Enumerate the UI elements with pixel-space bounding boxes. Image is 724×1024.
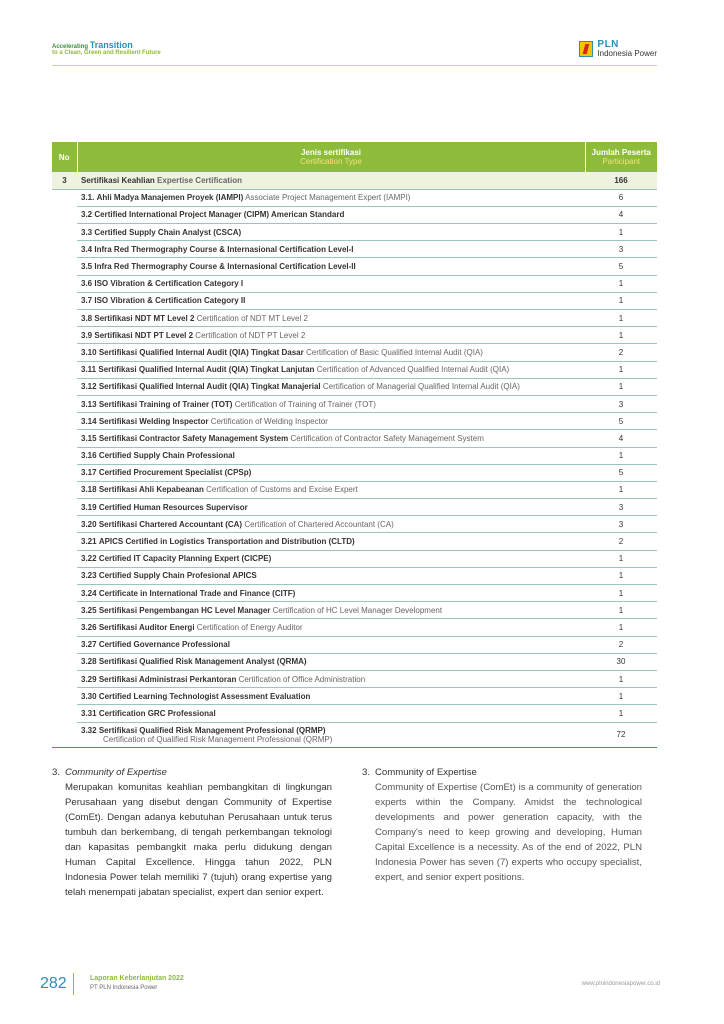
section-heading-en: Community of Expertise [375,767,477,778]
row-label-id: Certified Human Resources Supervisor [98,502,248,512]
row-type [77,499,585,516]
row-label-id: Sertifikasi Pengembangan HC Level Manager [98,605,271,615]
row-label-en: Certification of Customs and Excise Expert [206,485,358,495]
row-qty: 1 [585,567,657,584]
row-qty: 1 [585,447,657,464]
row-label-en: Certification of Training of Trainer (TOT) [234,399,376,409]
row-label-id: Sertifikasi Auditor Energi [98,622,195,632]
row-label-en: Certification of Welding Inspector [210,416,328,426]
row-label-id: ISO Vibration & Certification Category I [94,279,244,289]
row-no [52,275,77,292]
row-qty: 3 [585,516,657,533]
row-label-en: Certification of NDT PT Level 2 [195,330,306,340]
section-body-en: Community of Expertise (ComEt) is a community of generation experts within the Company. Amidst the technological developments and power generation capacity, with the Company's need to keep growing and developing, Human Capital Excellence is a necessity. As of the end of 2022, PLN Indonesia Power has seven (7) experts who occupy specialist, expert, and senior expert positions. [375,782,642,883]
table-row [52,344,657,361]
col-type-header: Jenis sertifikasi Certification Type [77,142,585,172]
row-type [77,447,585,464]
row-no [52,395,77,412]
row-label-id: Certified International Project Manager (CIPM) American Standard [94,210,345,220]
company-name: PT PLN Indonesia Power [90,985,158,991]
row-label-id: Sertifikasi Qualified Risk Management Analyst (QRMA) [98,657,307,667]
row-no [52,688,77,705]
row-type [77,310,585,327]
row-type [77,464,585,481]
row-code: 3.31 [81,708,97,718]
row-code: 3.32 [81,725,97,735]
row-code: 3.20 [81,519,97,529]
row-type [77,241,585,258]
row-type [77,481,585,498]
table-row [52,516,657,533]
row-code: 3.23 [81,571,97,581]
row-code: 3.15 [81,433,97,443]
table-row [52,447,657,464]
row-type [77,636,585,653]
row-qty: 4 [585,430,657,447]
tagline: Accelerating Transition [52,40,133,50]
row-no [52,258,77,275]
row-no [52,189,77,206]
row-label-id: Infra Red Thermography Course & Internasional Certification Level-I [94,244,354,254]
row-code: 3.28 [81,657,97,667]
row-no [52,413,77,430]
row-label-id: Sertifikasi Qualified Risk Management Professional (QRMP) [98,725,326,735]
row-qty: 2 [585,533,657,550]
table-row [52,378,657,395]
row-label-id: Sertifikasi Qualified Internal Audit (QIA) Tingkat Manajerial [98,382,321,392]
row-qty: 72 [585,722,657,747]
row-qty: 3 [585,241,657,258]
row-type [77,567,585,584]
row-code: 3.18 [81,485,97,495]
section-body: Merupakan komunitas keahlian pembangkitan di lingkungan Perusahaan yang disebut dengan Community of Expertise (ComEt). Dengan adanya kebutuhan Perusahaan untuk terus tumbuh dan berkembang, di tengah perkembangan teknologi dan kapasitas pembangkit maka perlu didukung dengan Human Capital Excellence. Hingga tahun 2022, PLN Indonesia Power telah memiliki 7 (tujuh) orang expertise yang telah menempati jabatan specialist, expert dan senior expert. [65,782,332,898]
row-label-id: Certified Supply Chain Profesional APICS [98,571,257,581]
row-code: 3.26 [81,622,97,632]
table-row [52,533,657,550]
row-type [77,224,585,241]
row-type [77,413,585,430]
row-label-en: Associate Project Management Expert (IAMPI) [245,193,411,203]
section-number-en: 3. [362,767,371,778]
row-label-en: Certification of Basic Qualified Internal Audit (QIA) [305,347,483,357]
table-row-main [52,172,657,189]
company-logo [579,40,657,58]
table-row [52,619,657,636]
row-type [77,344,585,361]
row-code: 3.25 [81,605,97,615]
row-code: 3.3 [81,227,93,237]
row-type [77,550,585,567]
row-code: 3.9 [81,330,93,340]
row-qty: 1 [585,378,657,395]
row-qty: 166 [585,172,657,189]
row-type [77,395,585,412]
row-type [77,327,585,344]
table-row [52,705,657,722]
table-row [52,636,657,653]
row-type [77,430,585,447]
row-no [52,481,77,498]
row-code: 3.7 [81,296,93,306]
table-row [52,241,657,258]
row-label-id: Sertifikasi Administrasi Perkantoran [98,674,237,684]
col-no-header: No [52,142,77,172]
row-code: 3.30 [81,691,97,701]
row-code: 3.21 [81,537,97,547]
row-code: 3.5 [81,262,93,272]
row-label-id: Sertifikasi Qualified Internal Audit (QIA) Tingkat Dasar [98,347,304,357]
table-row [52,585,657,602]
row-code: 3.27 [81,640,97,650]
row-code: 3.24 [81,588,97,598]
row-no [52,241,77,258]
row-qty: 1 [585,550,657,567]
table-row [52,206,657,223]
row-code: 3.19 [81,502,97,512]
row-label-id: Sertifikasi Welding Inspector [98,416,209,426]
row-label-en: Certification of Qualified Risk Management Professional (QRMP) [103,734,333,744]
row-type [77,189,585,206]
row-label-id: Sertifikasi Qualified Internal Audit (QIA) Tingkat Lanjutan [98,365,315,375]
table-row [52,275,657,292]
table-row [52,430,657,447]
report-title: Laporan Keberlanjutan 2022 [90,975,184,982]
row-type [77,653,585,670]
row-no [52,206,77,223]
row-qty: 1 [585,602,657,619]
row-label-en: Certification of NDT MT Level 2 [196,313,308,323]
table-row [52,361,657,378]
row-qty: 1 [585,292,657,309]
row-type [77,516,585,533]
row-no [52,344,77,361]
table-row [52,189,657,206]
row-qty: 1 [585,310,657,327]
tagline-sub: to a Clean, Green and Resilient Future [52,50,161,56]
table-row [52,567,657,584]
row-label-id: Certified Supply Chain Analyst (CSCA) [94,227,242,237]
row-label-en: Certification of Advanced Qualified Internal Audit (QIA) [316,365,510,375]
row-label-id: Certificate in International Trade and Finance (CITF) [98,588,296,598]
row-qty: 3 [585,395,657,412]
row-type [77,602,585,619]
row-qty: 5 [585,258,657,275]
row-type [77,206,585,223]
row-label-en: Certification of Contractor Safety Management System [290,433,484,443]
row-label-en: Certification of HC Level Manager Development [272,605,443,615]
row-label-id: Certified Procurement Specialist (CPSp) [98,468,252,478]
row-type [77,258,585,275]
row-type [77,585,585,602]
row-qty: 1 [585,361,657,378]
row-no [52,653,77,670]
row-label-id: Sertifikasi Ahli Kepabeanan [98,485,204,495]
logo-name: PLN [597,39,619,50]
row-qty: 1 [585,670,657,687]
row-label-id: Ahli Madya Manajemen Proyek (IAMPI) [96,193,244,203]
row-no [52,602,77,619]
table-row [52,224,657,241]
row-code: 3.8 [81,313,93,323]
row-code: 3.10 [81,347,97,357]
row-type [77,619,585,636]
page-footer [40,973,660,995]
row-no [52,430,77,447]
row-label-en: Certification of Energy Auditor [196,622,303,632]
row-type [77,722,585,747]
row-code: 3.13 [81,399,97,409]
row-qty: 1 [585,275,657,292]
row-code: 3.11 [81,365,97,375]
row-code: 3.29 [81,674,97,684]
row-qty: 4 [585,206,657,223]
row-qty: 2 [585,636,657,653]
row-no [52,550,77,567]
row-qty: 1 [585,585,657,602]
row-code: 3.6 [81,279,93,289]
row-label-id: Infra Red Thermography Course & Internasional Certification Level-II [94,262,356,272]
row-qty: 5 [585,464,657,481]
table-row [52,670,657,687]
row-qty: 30 [585,653,657,670]
row-no [52,619,77,636]
table-row [52,413,657,430]
row-qty: 1 [585,705,657,722]
row-label-id: Sertifikasi NDT PT Level 2 [94,330,194,340]
row-type [77,275,585,292]
row-no [52,567,77,584]
row-no [52,533,77,550]
row-no [52,705,77,722]
row-code: 3.12 [81,382,97,392]
row-qty: 3 [585,499,657,516]
row-label-en: Certification of Office Administration [238,674,366,684]
section-number: 3. [52,767,61,778]
row-label-id: Sertifikasi Training of Trainer (TOT) [98,399,233,409]
table-row [52,258,657,275]
row-label-id: ISO Vibration & Certification Category II [94,296,246,306]
row-type [77,705,585,722]
row-label-id: Sertifikasi Contractor Safety Management System [98,433,289,443]
row-code: 3.4 [81,244,93,254]
row-no [52,378,77,395]
row-no [52,310,77,327]
header-divider [52,65,657,66]
table-row [52,602,657,619]
row-qty: 6 [585,189,657,206]
row-code: 3.1. [81,193,95,203]
section-heading: Community of Expertise [65,767,167,778]
row-qty: 1 [585,619,657,636]
row-no [52,636,77,653]
table-row [52,653,657,670]
row-label-en: Certification of Chartered Accountant (CA) [244,519,394,529]
page-header [52,40,657,66]
table-row [52,722,657,747]
row-type [77,688,585,705]
row-type [77,292,585,309]
table-header-row [52,142,657,172]
row-code: 3.16 [81,451,97,461]
footer-divider [73,973,74,995]
table-row [52,395,657,412]
left-column [52,765,332,900]
row-no [52,292,77,309]
pln-logo-icon [579,41,593,57]
row-code: 3.17 [81,468,97,478]
row-label-id: Certified Learning Technologist Assessment Evaluation [98,691,311,701]
row-no [52,361,77,378]
row-qty: 1 [585,481,657,498]
row-type [77,361,585,378]
logo-subtitle: Indonesia Power [597,49,657,58]
row-qty: 1 [585,327,657,344]
row-label-id: APICS Certified in Logistics Transportation and Distribution (CLTD) [98,537,355,547]
row-qty: 5 [585,413,657,430]
table-row [52,499,657,516]
row-label-en: Certification of Managerial Qualified Internal Audit (QIA) [322,382,520,392]
table-row [52,292,657,309]
website: www.plnindonesiapower.co.id [581,981,660,987]
row-no [52,670,77,687]
row-no [52,447,77,464]
row-no [52,327,77,344]
row-label-id: Sertifikasi NDT MT Level 2 [94,313,195,323]
page-number: 282 [40,975,67,992]
table-row [52,310,657,327]
table-row [52,688,657,705]
row-label-id: Certified Governance Professional [98,640,230,650]
row-label-id: Certified IT Capacity Planning Expert (CICPE) [98,554,272,564]
row-no [52,499,77,516]
row-code: 3.22 [81,554,97,564]
table-row [52,464,657,481]
row-type [77,378,585,395]
row-type: Sertifikasi Keahlian Expertise Certification [77,172,585,189]
row-qty: 2 [585,344,657,361]
row-label-id: Sertifikasi Chartered Accountant (CA) [98,519,243,529]
table-row [52,327,657,344]
right-column [362,765,642,885]
row-type [77,533,585,550]
row-code: 3.2 [81,210,93,220]
col-qty-header: Jumlah Peserta Participant [585,142,657,172]
row-qty: 1 [585,224,657,241]
row-no [52,516,77,533]
row-no [52,722,77,747]
row-code: 3.14 [81,416,97,426]
row-qty: 1 [585,688,657,705]
row-no: 3 [52,172,77,189]
row-label-id: Certified Supply Chain Professional [98,451,235,461]
row-label-id: Certification GRC Professional [98,708,216,718]
row-no [52,464,77,481]
table-row [52,550,657,567]
row-no [52,585,77,602]
certification-table [52,142,657,748]
row-type [77,670,585,687]
table-row [52,481,657,498]
row-no [52,224,77,241]
